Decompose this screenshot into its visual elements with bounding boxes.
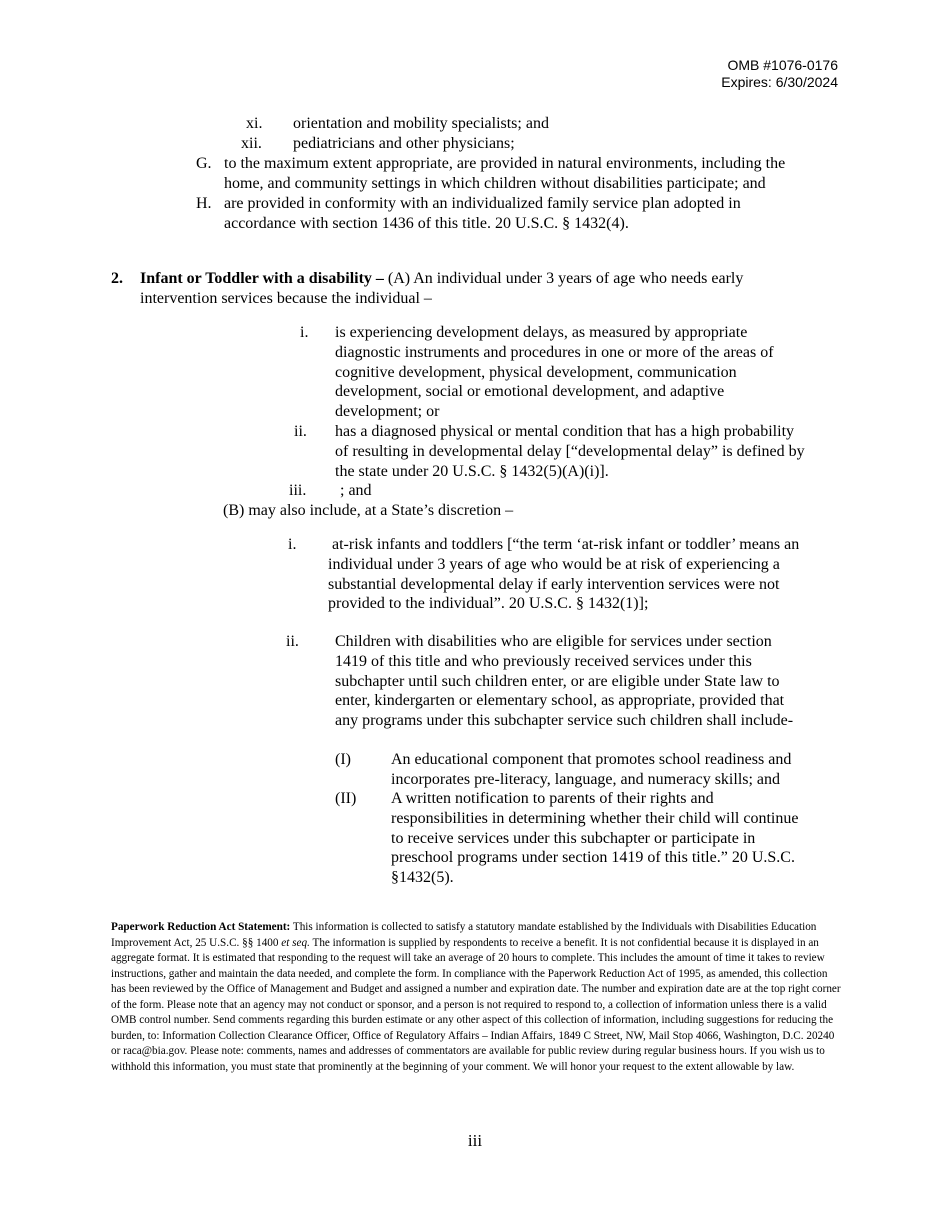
section-number: 2. <box>111 270 123 287</box>
list-text-g-line1: to the maximum extent appropriate, are provided in natural environments, including the <box>224 155 786 172</box>
b-item-text-i <box>328 535 799 614</box>
b-item-marker-ii: ii. <box>286 633 299 650</box>
b-item-i-line: individual under 3 years of age who would be at risk of experiencing a <box>328 555 780 573</box>
omb-number: OMB #1076-0176 <box>727 57 838 73</box>
a-item-i-line: diagnostic instruments and procedures in one or more of the areas of <box>335 343 774 361</box>
sub-item-i-line: An educational component that promotes school readiness and <box>391 751 792 768</box>
b-item-i-line: provided to the individual”. 20 U.S.C. § 1432(1)]; <box>328 595 649 613</box>
section-title: Infant or Toddler with a disability – <box>140 270 384 287</box>
list-text-h-line1: are provided in conformity with an individualized family service plan adopted in <box>224 195 741 212</box>
b-item-ii-line: Children with disabilities who are eligible for services under section <box>335 633 772 650</box>
sub-item-ii-line: to receive services under this subchapter or participate in <box>391 829 756 847</box>
list-marker-xi: xi. <box>246 115 263 132</box>
section-intro <box>140 269 743 309</box>
a-item-ii-line: has a diagnosed physical or mental condition that has a high probability <box>335 423 795 440</box>
a-item-i-line: development; or <box>335 403 440 421</box>
omb-header <box>721 57 838 91</box>
b-item-ii-line: 1419 of this title and who previously received services under this <box>335 652 752 670</box>
a-item-ii-line: of resulting in developmental delay [“developmental delay” is defined by <box>335 442 805 460</box>
b-item-ii-line: enter, kindergarten or elementary school, as appropriate, provided that <box>335 692 785 710</box>
b-item-i-line: at-risk infants and toddlers [“the term ‘at-risk infant or toddler’ means an <box>332 536 800 553</box>
footer-heading: Paperwork Reduction Act Statement: <box>111 921 291 933</box>
sub-item-ii-line: §1432(5). <box>391 869 454 887</box>
list-text-xii: pediatricians and other physicians; <box>293 135 515 152</box>
sub-item-marker-i: (I) <box>335 751 351 768</box>
a-item-marker-iii: iii. <box>289 482 307 499</box>
section-intro-line2: intervention services because the individual – <box>140 289 432 307</box>
paperwork-reduction-act-statement <box>111 920 841 1075</box>
list-text-g <box>224 154 785 194</box>
list-text-h <box>224 194 741 234</box>
b-item-text-ii <box>335 632 793 731</box>
a-item-text-ii <box>335 422 805 481</box>
footer-text-part2: The information is supplied by respondents to receive a benefit. It is not confidential because it is displayed in an aggregate format. It is estimated that responding to the request will take an average of 20 hours to complete. This includes the amount of time it takes to review instructions, gather and maintain the data needed, and complete the form. In compliance with the Paperwork Reduction Act of 1995, as amended, this collection has been reviewed by the Office of Management and Budget and assigned a number and expiration date. The number and expiration date are at the top right corner of the form. Please note that an agency may not conduct or sponsor, and a person is not required to respond to, a collection of information unless there is a valid OMB control number. Send comments regarding this burden estimate or any other aspect of this collection of information, including suggestions for reducing the burden, to: Information Collection Clearance Officer, Office of Regulatory Affairs – Indian Affairs, 1849 C Street, NW, Mail Stop 4066, Washington, D.C. 20240 or raca@bia.gov. Please note: comments, names and addresses of commentators are available for public review during regular business hours. If you wish us to withhold this information, you must state that prominently at the beginning of your comment. We will honor your request to the extent allowable by law. <box>111 936 841 1073</box>
a-item-ii-line: the state under 20 U.S.C. § 1432(5)(A)(i)]. <box>335 462 609 480</box>
b-intro: (B) may also include, at a State’s discretion – <box>223 502 514 519</box>
page-number: iii <box>467 1131 483 1150</box>
a-item-text-i <box>335 323 774 422</box>
list-marker-xii: xii. <box>241 135 262 152</box>
sub-item-text-i <box>391 750 791 790</box>
list-marker-h: H. <box>196 195 212 212</box>
sub-item-marker-ii: (II) <box>335 790 357 807</box>
a-item-i-line: cognitive development, physical development, communication <box>335 363 737 381</box>
b-item-ii-line: subchapter until such children enter, or are eligible under State law to <box>335 672 780 690</box>
a-item-marker-i: i. <box>300 324 309 341</box>
section-intro-tail: (A) An individual under 3 years of age who needs early <box>383 270 744 287</box>
list-text-xi: orientation and mobility specialists; and <box>293 115 549 132</box>
sub-item-text-ii <box>391 789 798 888</box>
list-text-h-line2: accordance with section 1436 of this title. 20 U.S.C. § 1432(4). <box>224 214 629 232</box>
a-item-i-line: is experiencing development delays, as measured by appropriate <box>335 324 748 341</box>
footer-text-italic: et seq. <box>281 936 310 949</box>
sub-item-ii-line: A written notification to parents of their rights and <box>391 790 714 807</box>
b-item-ii-line: any programs under this subchapter service such children shall include- <box>335 712 794 730</box>
sub-item-ii-line: responsibilities in determining whether their child will continue <box>391 809 799 827</box>
list-text-g-line2: home, and community settings in which children without disabilities participate; and <box>224 174 766 192</box>
a-item-marker-ii: ii. <box>294 423 307 440</box>
sub-item-ii-line: preschool programs under section 1419 of this title.” 20 U.S.C. <box>391 849 795 867</box>
list-marker-g: G. <box>196 155 212 172</box>
b-item-i-line: substantial developmental delay if early intervention services were not <box>328 575 780 593</box>
sub-item-i-line: incorporates pre-literacy, language, and numeracy skills; and <box>391 770 781 788</box>
expiration-date: Expires: 6/30/2024 <box>721 74 838 90</box>
a-item-i-line: development, social or emotional development, and adaptive <box>335 383 725 401</box>
footer-text-part1: This information is collected to satisfy a statutory mandate established by the Individuals with Disabilities Education Improvement Act, 25 U.S.C. §§ 1400 <box>111 921 817 949</box>
b-item-marker-i: i. <box>288 536 297 553</box>
a-item-text-iii: ; and <box>340 482 372 499</box>
